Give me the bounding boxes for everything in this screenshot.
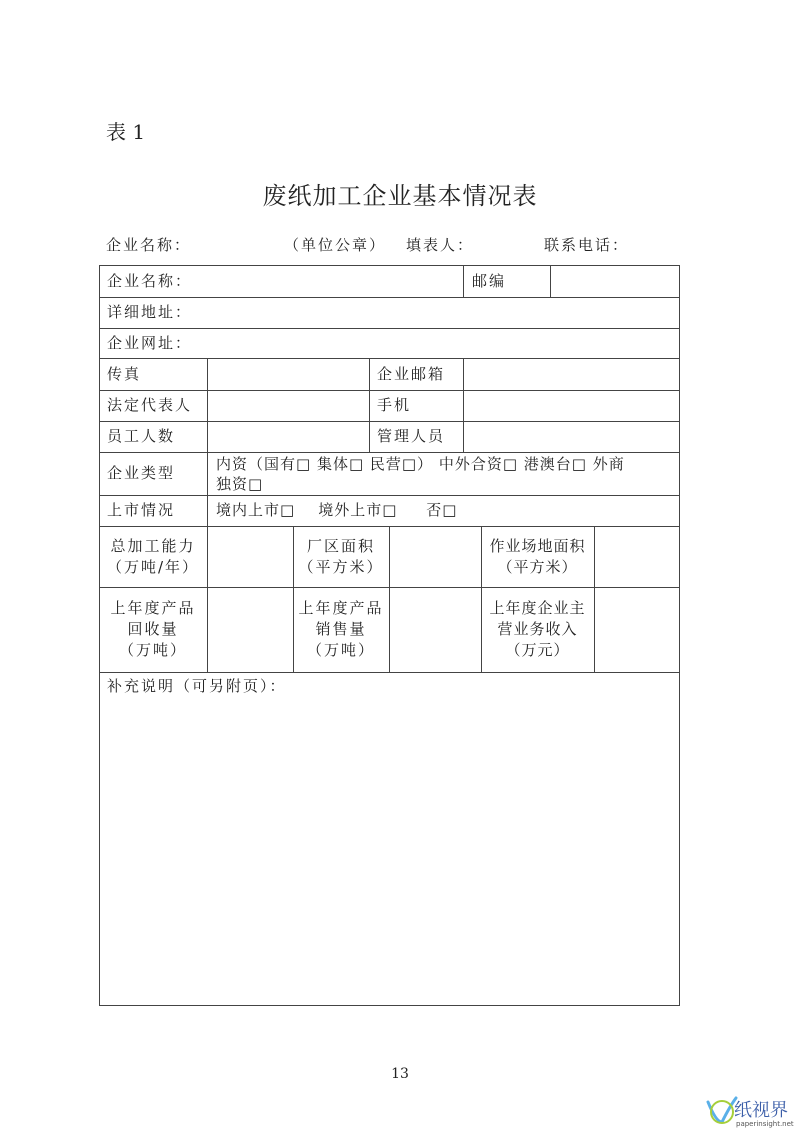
row-divider [99, 390, 680, 391]
label-notes: 补充说明（可另附页）： [107, 677, 287, 695]
label-mobile: 手机 [377, 396, 412, 414]
label-revenue-line3: （万元） [505, 641, 570, 659]
label-plant-area-line1: 厂区面积 [306, 537, 375, 555]
label-email: 企业邮箱 [377, 365, 446, 383]
label-managers: 管理人员 [377, 427, 446, 445]
label-work-area-line2: （平方米） [497, 558, 578, 576]
label-capacity-line1: 总加工能力 [110, 537, 196, 555]
col-divider [369, 358, 370, 452]
label-sales-line2: 销售量 [315, 620, 367, 638]
col-divider [550, 265, 551, 297]
label-plant-area-line2: （平方米） [298, 558, 384, 576]
label-postcode: 邮编 [472, 272, 507, 290]
row-divider [99, 358, 680, 359]
col-divider [207, 526, 208, 672]
watermark-text: 纸视界 [734, 1100, 788, 1121]
col-divider [463, 358, 464, 452]
page-title: 废纸加工企业基本情况表 [262, 182, 538, 210]
col-divider [207, 452, 208, 526]
col-divider [463, 265, 464, 297]
col-divider [594, 526, 595, 672]
label-recovery-line1: 上年度产品 [110, 599, 196, 617]
label-company-name: 企业名称： [107, 272, 193, 290]
label-work-area-line1: 作业场地面积 [489, 537, 586, 555]
label-revenue [481, 598, 594, 661]
row-divider [99, 452, 680, 453]
label-website: 企业网址： [107, 334, 193, 352]
watermark-url: paperinsight.net [736, 1120, 794, 1128]
label-sales-line3: （万吨） [306, 641, 375, 659]
col-divider [207, 358, 208, 452]
label-capacity [99, 536, 207, 578]
info-phone: 联系电话： [544, 236, 630, 254]
label-address: 详细地址： [107, 303, 193, 321]
label-capacity-line2: （万吨/年） [106, 558, 200, 576]
info-filler: 填表人： [406, 236, 475, 254]
col-divider [389, 526, 390, 672]
label-recovery-line3: （万吨） [118, 641, 187, 659]
label-sales-line1: 上年度产品 [298, 599, 384, 617]
label-revenue-line2: 营业务收入 [497, 620, 578, 638]
row-divider [99, 672, 680, 673]
label-sales [293, 598, 389, 661]
label-work-area [481, 536, 594, 578]
company-type-options: 内资（国有□ 集体□ 民营□） 中外合资□ 港澳台□ 外商 [216, 455, 625, 473]
row-divider [99, 328, 680, 329]
table-label: 表 1 [106, 120, 146, 144]
label-plant-area [293, 536, 389, 578]
row-divider [99, 495, 680, 496]
label-legal-rep: 法定代表人 [107, 396, 193, 414]
label-listing: 上市情况 [107, 501, 176, 519]
label-revenue-line1: 上年度企业主 [489, 599, 586, 617]
company-type-options-2: 独资□ [216, 475, 264, 493]
row-divider [99, 297, 680, 298]
page-number: 13 [391, 1066, 409, 1082]
info-seal: （单位公章） [284, 236, 387, 254]
label-company-type: 企业类型 [107, 464, 176, 482]
label-recovery-line2: 回收量 [127, 620, 179, 638]
label-employees: 员工人数 [107, 427, 176, 445]
row-divider [99, 421, 680, 422]
label-fax: 传真 [107, 365, 142, 383]
info-company-name: 企业名称： [106, 236, 192, 254]
listing-options: 境内上市□ 境外上市□ 否□ [216, 501, 458, 519]
label-recovery [99, 598, 207, 661]
